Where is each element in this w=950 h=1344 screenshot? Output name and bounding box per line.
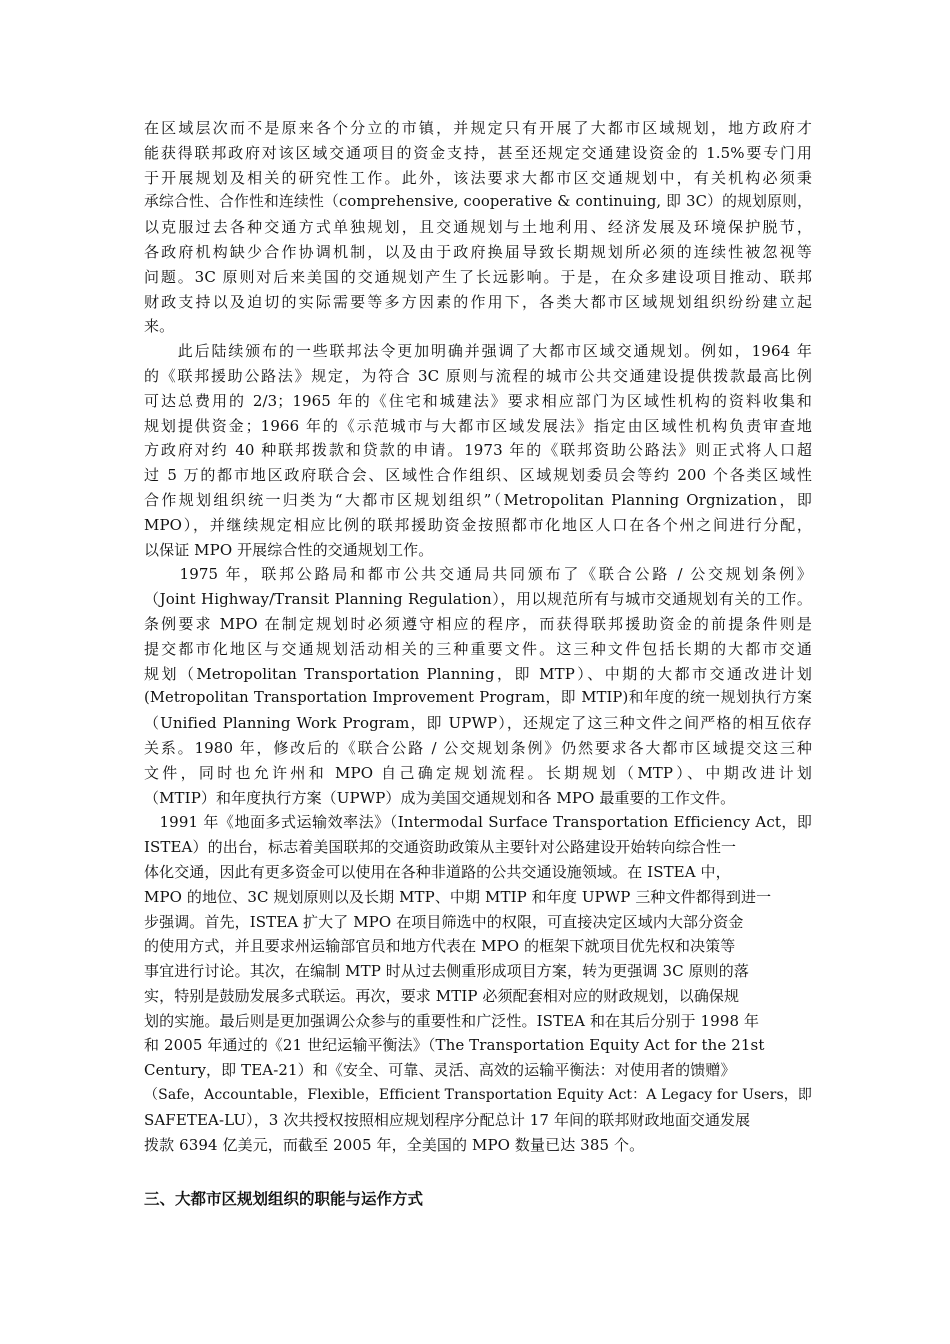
- text-line: 以克服过去各种交通方式单独规划，且交通规划与土地利用、经济发展及环境保护脱节，: [144, 218, 812, 237]
- text-line: （Safe，Accountable，Flexible，Efficient Transportation Equity Act：A Legacy for Users，即: [144, 1087, 812, 1104]
- text-line: 规划（Metropolitan Transportation Planning，即 MTP）、中期的大都市交通改进计划: [144, 664, 812, 683]
- section-heading: 三、大都市区规划组织的职能与运作方式: [144, 1189, 424, 1208]
- text-line: 以保证 MPO 开展综合性的交通规划工作。: [144, 540, 434, 559]
- text-line: 此后陆续颁布的一些联邦法令更加明确并强调了大都市区域交通规划。例如，1964 年: [144, 342, 812, 361]
- text-line: 1975 年，联邦公路局和都市公共交通局共同颁布了《联合公路 / 公交规划条例》: [144, 565, 812, 584]
- text-line: 合作规划组织统一归类为“大都市区规划组织”（Metropolitan Planning Orgnization，即: [144, 490, 812, 509]
- text-line: 实，特别是鼓励发展多式联运。再次，要求 MTIP 必须配套相对应的财政规划，以确保规: [144, 986, 740, 1005]
- text-line: 能获得联邦政府对该区域交通项目的资金支持，甚至还规定交通建设资金的 1.5%要专门用: [144, 143, 812, 162]
- text-line: 来。: [144, 317, 175, 336]
- text-line: MPO 的地位、3C 规划原则以及长期 MTP、中期 MTIP 和年度 UPWP 三种文件都得到进一: [144, 887, 772, 906]
- text-line: 条例要求 MPO 在制定规划时必须遵守相应的程序，而获得联邦援助资金的前提条件则是: [144, 614, 812, 633]
- text-line: 承综合性、合作性和连续性（comprehensive, cooperative & continuing, 即 3C）的规划原则，: [144, 193, 812, 211]
- text-line: 的《联邦援助公路法》规定，为符合 3C 原则与流程的城市公共交通建设提供拨款最高比例: [144, 366, 812, 385]
- text-line: 事宜进行讨论。其次，在编制 MTP 时从过去侧重形成项目方案，转为更强调 3C 原则的落: [144, 962, 749, 981]
- text-line: （Unified Planning Work Program，即 UPWP），还规定了这三种文件之间严格的相互依存: [144, 714, 812, 733]
- text-line: 方政府对约 40 种联邦拨款和贷款的申请。1973 年的《联邦资助公路法》则正式将人口超: [144, 441, 812, 460]
- text-line: ISTEA）的出台，标志着美国联邦的交通资助政策从主要针对公路建设开始转向综合性一: [144, 838, 737, 857]
- text-line: SAFETEA-LU），3 次共授权按照相应规划程序分配总计 17 年间的联邦财政地面交通发展: [144, 1110, 751, 1129]
- text-line: 的使用方式，并且要求州运输部官员和地方代表在 MPO 的框架下就项目优先权和决策等: [144, 937, 736, 956]
- text-line: （MTIP）和年度执行方案（UPWP）成为美国交通规划和各 MPO 最重要的工作文件。: [144, 788, 736, 807]
- text-line: 1991 年《地面多式运输效率法》（Intermodal Surface Transportation Efficiency Act，即: [144, 813, 812, 832]
- text-line: 于开展规划及相关的研究性工作。此外，该法要求大都市区交通规划中，有关机构必须秉: [144, 168, 812, 187]
- text-line: MPO），并继续规定相应比例的联邦援助资金按照都市化地区人口在各个州之间进行分配，: [144, 515, 812, 534]
- text-line: 在区域层次而不是原来各个分立的市镇，并规定只有开展了大都市区域规划，地方政府才: [144, 119, 812, 137]
- text-line: 提交都市化地区与交通规划活动相关的三种重要文件。这三种文件包括长期的大都市交通: [144, 639, 812, 658]
- text-line: 步强调。首先，ISTEA 扩大了 MPO 在项目筛选中的权限，可直接决定区域内大部分资金: [144, 912, 744, 931]
- text-line: Century，即 TEA-21）和《安全、可靠、灵活、高效的运输平衡法：对使用者的馈赠》: [144, 1061, 736, 1080]
- text-line: 文件，同时也允许州和 MPO 自己确定规划流程。长期规划（MTP）、中期改进计划: [144, 763, 812, 782]
- text-line: 问题。3C 原则对后来美国的交通规划产生了长远影响。于是，在众多建设项目推动、联邦: [144, 267, 812, 286]
- text-line: 过 5 万的都市地区政府联合会、区域性合作组织、区域规划委员会等约 200 个各类区域性: [144, 466, 812, 485]
- text-line: (Metropolitan Transportation Improvement Program，即 MTIP)和年度的统一规划执行方案: [144, 689, 812, 707]
- text-line: 规划提供资金；1966 年的《示范城市与大都市区域发展法》指定由区域性机构负责审查地: [144, 416, 812, 435]
- text-line: 各政府机构缺少合作协调机制，以及由于政府换届导致长期规划所必须的连续性被忽视等: [144, 242, 812, 261]
- text-line: 和 2005 年通过的《21 世纪运输平衡法》（The Transportation Equity Act for the 21st: [144, 1036, 765, 1055]
- text-line: 关系。1980 年，修改后的《联合公路 / 公交规划条例》仍然要求各大都市区域提交这三种: [144, 738, 812, 757]
- text-line: （Joint Highway/Transit Planning Regulation），用以规范所有与城市交通规划有关的工作。: [144, 590, 812, 609]
- text-line: 划的实施。最后则是更加强调公众参与的重要性和广泛性。ISTEA 和在其后分别于 1998 年: [144, 1011, 760, 1030]
- text-line: 可达总费用的 2/3；1965 年的《住宅和城建法》要求相应部门为区域性机构的资料收集和: [144, 391, 812, 410]
- body-text: [144, 116, 812, 1157]
- text-line: 拨款 6394 亿美元，而截至 2005 年，全美国的 MPO 数量已达 385 个。: [144, 1135, 645, 1154]
- text-line: 财政支持以及迫切的实际需要等多方因素的作用下，各类大都市区域规划组织纷纷建立起: [144, 292, 812, 311]
- text-line: 体化交通，因此有更多资金可以使用在各种非道路的公共交通设施领域。在 ISTEA 中，: [144, 862, 731, 881]
